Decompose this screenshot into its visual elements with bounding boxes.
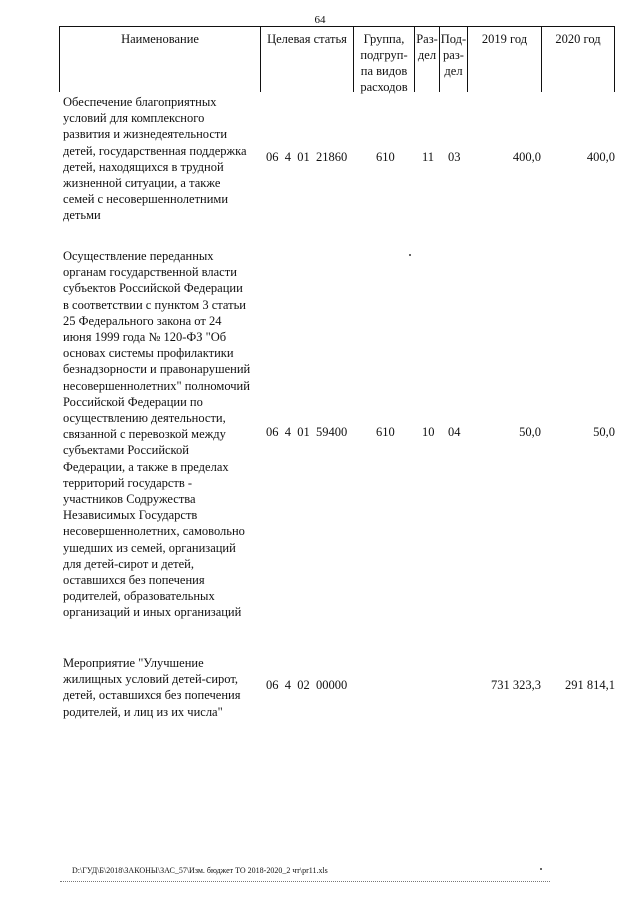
row-section: 10: [422, 425, 435, 439]
row-2019: 50,0: [519, 425, 541, 439]
row-name: Мероприятие "Улучшение жилищных условий детей-сирот, детей, оставшихся без попечения родителей, и лиц из их числа": [63, 656, 241, 719]
header-2020: 2020 год: [541, 26, 615, 92]
scan-speck: [409, 254, 411, 256]
row-2020: 400,0: [586, 150, 615, 164]
row-code: 06 4 01 59400: [266, 425, 348, 439]
header-2019: 2019 год: [467, 26, 541, 92]
header-group: Группа, подгруп- па видов расходов: [353, 26, 414, 92]
header-target: Целевая статья: [260, 26, 353, 92]
file-path-footer: D:\ГУД\Б\2018\ЗАКОНЫ\ЗАС_57\Изм. бюджет ТО 2018-2020_2 чт\pr11.xls: [72, 866, 328, 875]
scan-speck: [540, 868, 542, 870]
page-number: 64: [314, 14, 326, 26]
row-2019: 731 323,3: [491, 678, 541, 692]
row-name: Осуществление переданных органам государственной власти субъектов Российской Федерации в соответствии с пунктом 3 статьи 25 Федерального закона от 24 июня 1999 года № 120-ФЗ "Об основах системы профилактики безнадзорности и правонарушений несовершеннолетних" полномочий Российской Федерации по осуществлению деятельности, связанной с перевозкой между субъектами Российской Федерации, а также в пределах территорий государств - участников Содружества Независимых Государств несовершеннолетних, самовольно ушедших из семей, организаций для детей-сирот и детей, оставшихся без попечения родителей, образовательных организаций и иных организаций: [63, 249, 251, 620]
header-name: Наименование: [59, 26, 260, 92]
header-subsection: Под- раз- дел: [439, 26, 467, 92]
row-subsection: 03: [448, 150, 461, 164]
table-header: [59, 26, 615, 92]
row-group: 610: [376, 150, 395, 164]
row-subsection: 04: [448, 425, 461, 439]
row-2020: 50,0: [593, 425, 615, 439]
row-code: 06 4 02 00000: [266, 678, 348, 692]
row-section: 11: [422, 150, 435, 164]
row-group: 610: [376, 425, 395, 439]
header-section: Раз- дел: [414, 26, 439, 92]
row-name: Обеспечение благоприятных условий для комплексного развития и жизнедеятельности детей, государственная поддержка детей, находящихся в трудной жизненной ситуации, а также семей с несовершеннолетними детьми: [63, 95, 247, 223]
row-2020: 291 814,1: [565, 678, 615, 692]
row-code: 06 4 01 21860: [266, 150, 348, 164]
footer-divider: [60, 881, 550, 882]
row-2019: 400,0: [512, 150, 541, 164]
